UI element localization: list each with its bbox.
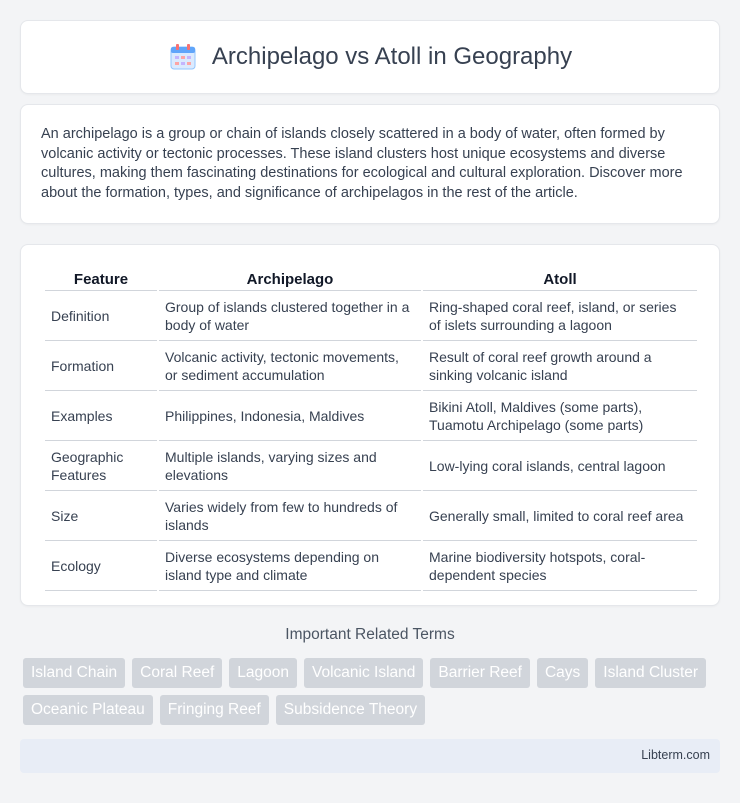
table-cell: Generally small, limited to coral reef area (423, 493, 697, 541)
table-cell: Multiple islands, varying sizes and elevations (159, 443, 421, 491)
intro-text: An archipelago is a group or chain of islands closely scattered in a body of water, often formed by volcanic activity or tectonic processes. These island clusters host unique ecosystems and diverse cultures, making them fascinating destinations for ecological and cultural exploration. Discover more about the formation, types, and significance of archipelagos in the rest of the article. (41, 126, 683, 202)
table-cell: Definition (45, 293, 157, 341)
table-row (45, 343, 697, 391)
related-term-tag[interactable]: Barrier Reef (430, 658, 530, 688)
related-term-tag[interactable]: Oceanic Plateau (23, 695, 153, 725)
header-card (20, 20, 720, 94)
related-term-tag[interactable]: Island Chain (23, 658, 125, 688)
related-term-tag[interactable]: Fringing Reef (160, 695, 269, 725)
table-cell: Varies widely from few to hundreds of islands (159, 493, 421, 541)
footer (20, 739, 720, 773)
table-cell: Size (45, 493, 157, 541)
table-cell: Ecology (45, 543, 157, 591)
related-term-tag[interactable]: Lagoon (229, 658, 297, 688)
related-term-tag[interactable]: Coral Reef (132, 658, 222, 688)
related-terms-heading: Important Related Terms (285, 626, 455, 643)
page-title: Archipelago vs Atoll in Geography (211, 43, 573, 70)
column-header-archipelago: Archipelago (159, 267, 421, 291)
table-cell: Group of islands clustered together in a body of water (159, 293, 421, 341)
table-row (45, 493, 697, 541)
calendar-icon (168, 42, 198, 72)
table-row (45, 393, 697, 441)
table-cell: Volcanic activity, tectonic movements, or sediment accumulation (159, 343, 421, 391)
table-cell: Geographic Features (45, 443, 157, 491)
column-header-feature: Feature (45, 267, 157, 291)
comparison-table-card (20, 244, 720, 606)
intro-card (20, 104, 720, 224)
table-row (45, 443, 697, 491)
table-cell: Low-lying coral islands, central lagoon (423, 443, 697, 491)
table-row (45, 543, 697, 591)
related-terms-list (23, 658, 723, 725)
table-cell: Formation (45, 343, 157, 391)
footer-site-link[interactable]: Libterm.com (641, 748, 710, 762)
table-cell: Philippines, Indonesia, Maldives (159, 393, 421, 441)
table-header-row (45, 267, 697, 291)
table-cell: Ring-shaped coral reef, island, or series of islets surrounding a lagoon (423, 293, 697, 341)
table-cell: Result of coral reef growth around a sinking volcanic island (423, 343, 697, 391)
related-term-tag[interactable]: Cays (537, 658, 588, 688)
table-cell: Examples (45, 393, 157, 441)
table-cell: Diverse ecosystems depending on island type and climate (159, 543, 421, 591)
comparison-table (43, 265, 699, 593)
table-cell: Bikini Atoll, Maldives (some parts), Tuamotu Archipelago (some parts) (423, 393, 697, 441)
related-term-tag[interactable]: Subsidence Theory (276, 695, 425, 725)
column-header-atoll: Atoll (423, 267, 697, 291)
related-term-tag[interactable]: Volcanic Island (304, 658, 423, 688)
table-cell: Marine biodiversity hotspots, coral-dependent species (423, 543, 697, 591)
table-row (45, 293, 697, 341)
related-term-tag[interactable]: Island Cluster (595, 658, 706, 688)
